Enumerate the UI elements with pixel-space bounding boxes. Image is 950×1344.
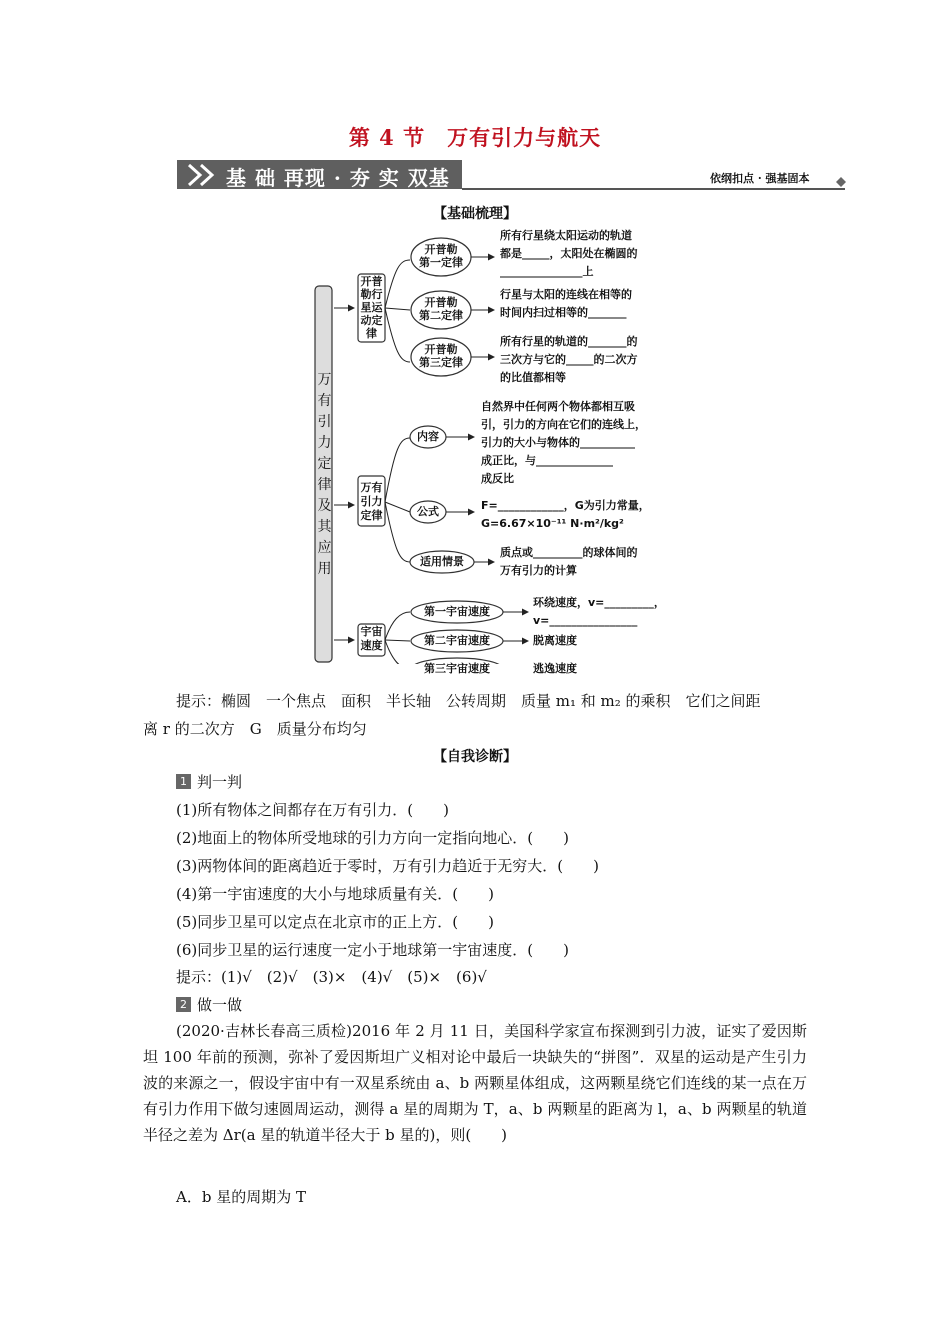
banner-text: 基 础 再现 · 夯 实 双基 [226,166,450,190]
node-kepler-1: 开普勒 第一定律 [419,243,463,269]
page-title: 第 4 节 万有引力与航天 [348,125,602,150]
node-applicable: 适用情景 [420,555,464,568]
text-first-cosmic: 环绕速度，v=_________， v=________________ [533,596,665,627]
text-kepler-2: 行星与太阳的连线在相等的 时间内扫过相等的_______ [500,288,632,319]
text-kepler-3: 所有行星的轨道的_______的 三次方与它的_____的二次方 的比值都相等 [500,335,638,384]
hint-line-2: 离 r 的二次方 G 质量分布均匀 [143,720,367,738]
diagram-root-label: 万 有 引 力 定 律 及 其 应 用 [317,372,332,577]
judgment-1: (1)所有物体之间都存在万有引力．( ) [176,801,449,819]
section-title-basics: 【基础梳理】 [433,206,517,222]
node-formula: 公式 [417,505,439,518]
hint-line-1: 提示：椭圆 一个焦点 面积 半长轴 公转周期 质量 m₁ 和 m₂ 的乘积 它们之间距 [176,692,761,710]
branch-label-gravity: 万有 引力 定律 [360,481,383,522]
branch-label-cosmic: 宇宙 速度 [360,625,383,652]
text-third-cosmic: 逃逸速度 [533,662,577,675]
banner-divider [462,188,845,190]
text-content: 自然界中任何两个物体都相互吸 引，引力的方向在它们的连线上， 引力的大小与物体的__________ 成正比，与______________ 成反比 [481,400,646,485]
judgment-4: (4)第一宇宙速度的大小与地球质量有关．( ) [176,885,494,903]
text-applicable: 质点或_________的球体间的 万有引力的计算 [500,546,638,577]
part2-heading: 2 做一做 [176,994,242,1015]
branch-label-kepler: 开普 勒行 星运 动定 律 [360,275,383,340]
section-title-diagnosis: 【自我诊断】 [433,749,517,765]
number-badge: 2 [176,997,191,1012]
part1-heading: 1 判一判 [176,771,242,792]
text-second-cosmic: 脱离速度 [533,634,577,647]
number-badge: 1 [176,774,191,789]
node-kepler-3: 开普勒 第三定律 [419,343,463,369]
option-a: A．b 星的周期为 T [176,1188,306,1206]
problem-text: (2020·吉林长春高三质检)2016 年 2 月 11 日，美国科学家宣布探测到引力波，证实了爱因斯坦 100 年前的预测，弥补了爱因斯坦广义相对论中最后一块缺失的“拼图”．双星的运动是产生引力波的来源之一，假设宇宙中有一双星系统由 a、b 两颗星体组成，这两颗星绕它们连线的某一点在万有引力作用下做匀速圆周运动，测得 a 星的周期为 T，a、b 两颗星的距离为 l，a、b 两颗星的轨道半径之差为 Δr(a 星的轨道半径大于 b 星的)，则( ) [143,1022,807,1144]
node-second-cosmic: 第二宇宙速度 [424,634,490,647]
diamond-icon [835,176,847,188]
judgment-6: (6)同步卫星的运行速度一定小于地球第一宇宙速度．( ) [176,941,569,959]
hint-answers: 提示：(1)√ (2)√ (3)× (4)√ (5)× (6)√ [176,968,487,986]
node-first-cosmic: 第一宇宙速度 [424,605,490,618]
judgment-2: (2)地面上的物体所受地球的引力方向一定指向地心．( ) [176,829,569,847]
judgment-5: (5)同步卫星可以定点在北京市的正上方．( ) [176,913,494,931]
judgment-3: (3)两物体间的距离趋近于零时，万有引力趋近于无穷大．( ) [176,857,599,875]
text-kepler-1: 所有行星绕太阳运动的轨道 都是_____，太阳处在椭圆的 _______________上 [500,229,638,278]
text-formula: F=____________，G为引力常量， G=6.67×10⁻¹¹ N·m²/kg² [481,499,650,530]
node-kepler-2: 开普勒 第二定律 [419,296,463,322]
node-content: 内容 [417,430,439,443]
node-third-cosmic: 第三宇宙速度 [424,662,490,675]
double-chevron-icon [185,162,225,188]
banner-subtitle: 依纲扣点 · 强基固本 [710,172,810,185]
